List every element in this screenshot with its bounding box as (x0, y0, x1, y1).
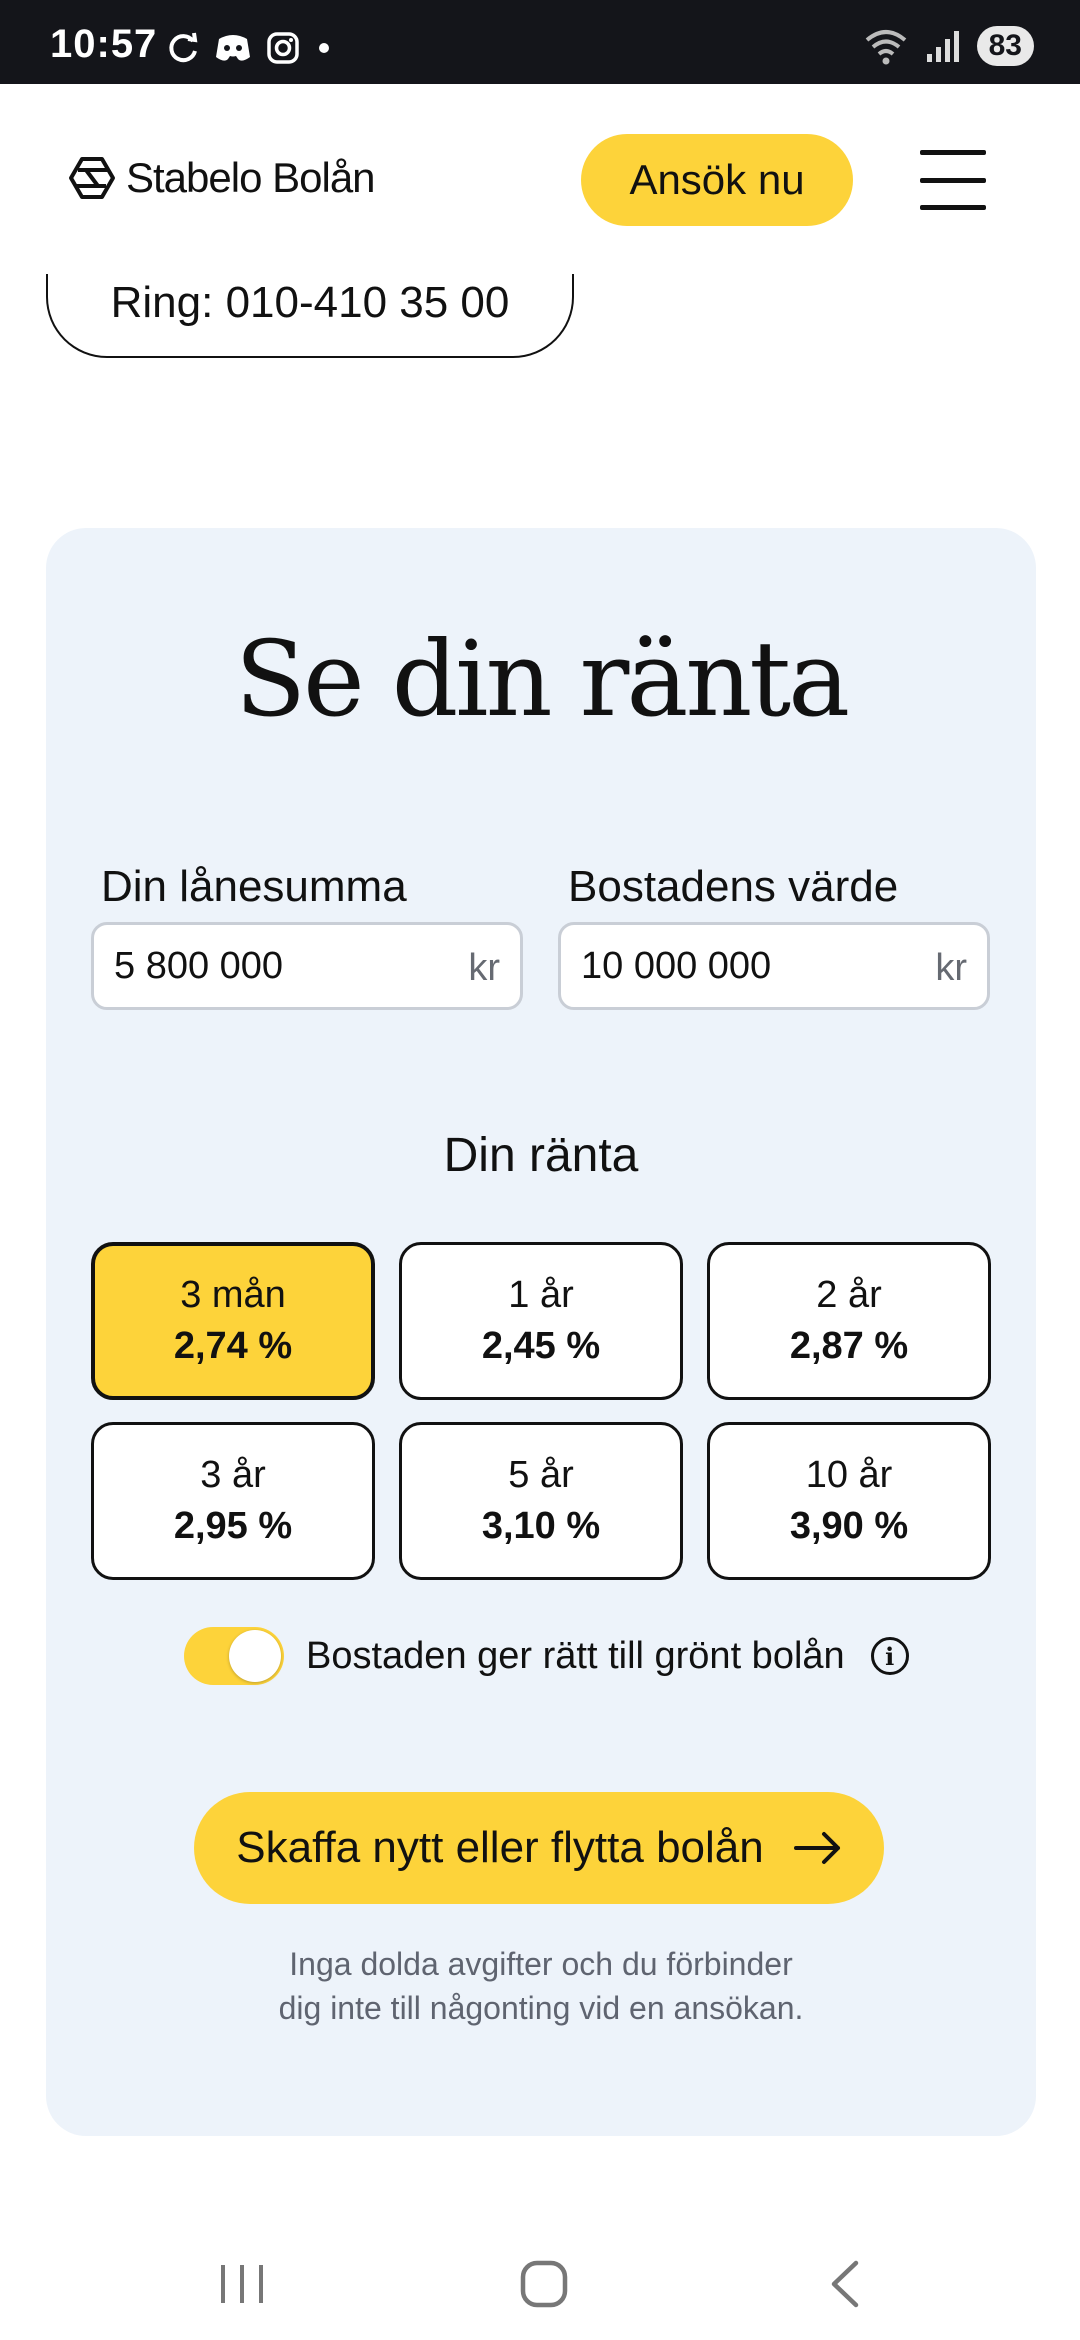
sync-icon (166, 31, 200, 65)
status-time: 10:57 (50, 22, 158, 66)
rate-option-3-man[interactable] (91, 1242, 375, 1400)
apply-now-button[interactable]: Ansök nu (581, 134, 853, 226)
info-icon[interactable]: i (871, 1637, 909, 1675)
rate-option-2-ar[interactable] (707, 1242, 991, 1400)
rate-value: 3,10 % (481, 1505, 601, 1547)
rate-option-10-ar[interactable] (707, 1422, 991, 1580)
rate-value: 3,90 % (789, 1505, 909, 1547)
system-icons (863, 24, 1034, 68)
rate-calculator-card (46, 528, 1036, 2136)
rate-period: 3 år (200, 1454, 266, 1496)
status-bar (0, 0, 1080, 84)
loan-amount-field[interactable] (91, 922, 523, 1010)
battery-indicator: 83 (977, 26, 1034, 66)
loan-amount-label: Din lånesumma (101, 862, 407, 911)
discord-icon (214, 31, 252, 65)
rate-period: 10 år (805, 1454, 893, 1496)
home-icon[interactable] (504, 2244, 584, 2324)
call-button[interactable]: Ring: 010-410 35 00 (46, 236, 574, 358)
rate-option-1-ar[interactable] (399, 1242, 683, 1400)
property-value-field[interactable] (558, 922, 990, 1010)
green-loan-label: Bostaden ger rätt till grönt bolån (306, 1634, 845, 1677)
property-value-value: 10 000 000 (581, 945, 772, 987)
rate-period: 1 år (508, 1274, 574, 1316)
arrow-right-icon (794, 1830, 842, 1866)
loan-amount-value: 5 800 000 (114, 945, 284, 987)
rate-value: 2,45 % (481, 1325, 601, 1367)
rate-period: 5 år (508, 1454, 574, 1496)
rate-period: 3 mån (180, 1274, 286, 1316)
system-navigation-bar (0, 2220, 1080, 2340)
green-loan-row (184, 1624, 909, 1688)
back-icon[interactable] (806, 2244, 886, 2324)
green-loan-toggle[interactable] (184, 1627, 284, 1685)
rate-period: 2 år (816, 1274, 882, 1316)
rate-value: 2,87 % (789, 1325, 909, 1367)
loan-amount-unit: kr (468, 947, 500, 989)
property-value-label: Bostadens värde (568, 862, 899, 911)
rate-heading: Din ränta (443, 1129, 639, 1182)
recent-apps-icon[interactable] (202, 2244, 282, 2324)
cta-label: Skaffa nytt eller flytta bolån (236, 1823, 764, 1872)
property-value-unit: kr (935, 947, 967, 989)
disclaimer-line: Inga dolda avgifter och du förbinder (289, 1946, 793, 1982)
rate-value: 2,74 % (173, 1325, 293, 1367)
wifi-icon (863, 26, 909, 66)
disclaimer-line: dig inte till någonting vid en ansökan. (278, 1990, 804, 2026)
rate-value: 2,95 % (173, 1505, 293, 1547)
stabelo-logo-icon (68, 156, 116, 200)
hamburger-menu-icon[interactable] (920, 150, 986, 210)
calculator-title: Se din ränta (234, 618, 848, 740)
brand-name: Stabelo Bolån (126, 154, 375, 201)
brand-logo[interactable] (68, 154, 375, 202)
disclaimer-text (46, 1942, 1036, 2030)
notification-icons (166, 28, 334, 68)
signal-icon (925, 28, 961, 64)
get-or-move-loan-button[interactable] (194, 1792, 884, 1904)
rate-option-5-ar[interactable] (399, 1422, 683, 1580)
more-notifications-dot-icon (314, 38, 334, 58)
toggle-knob (229, 1630, 281, 1682)
site-header (0, 84, 1080, 274)
rate-option-3-ar[interactable] (91, 1422, 375, 1580)
instagram-icon (266, 31, 300, 65)
